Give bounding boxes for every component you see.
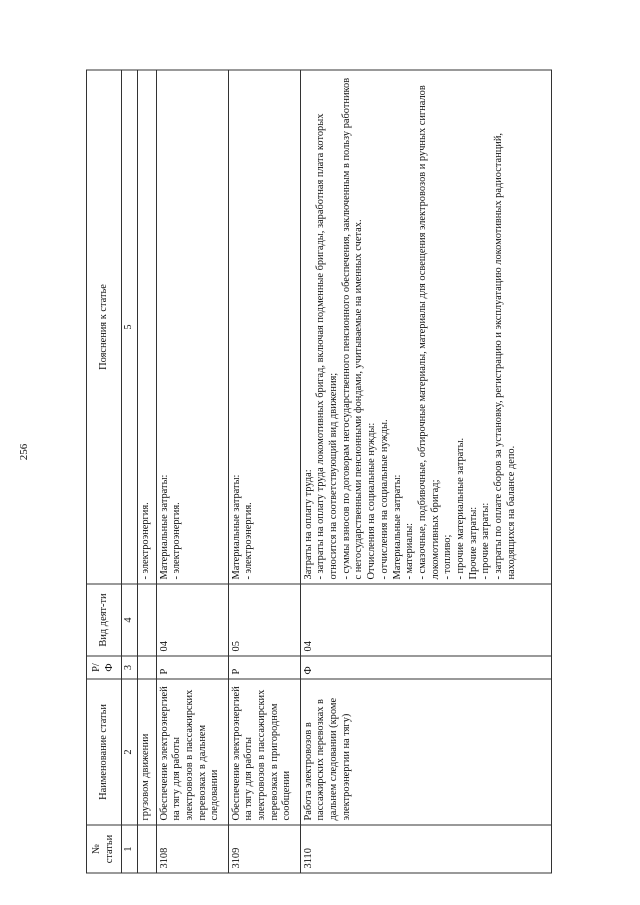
header-vid: Вид деят-ти	[87, 584, 122, 656]
header-name: Наименование статьи	[87, 679, 122, 825]
col-number: 4	[122, 584, 138, 656]
articles-table	[86, 70, 552, 874]
explanation-line: - прочие затраты:	[480, 502, 492, 580]
col-number: 2	[122, 679, 138, 825]
explanation-line: Материальные затраты:	[391, 474, 403, 580]
article-explanation	[228, 70, 300, 584]
article-name: грузовом движении	[137, 679, 156, 825]
article-vid: 04	[300, 584, 551, 656]
table-row	[300, 70, 551, 873]
col-number: 5	[122, 70, 138, 584]
explanation-line: - прочие материальные затраты.	[454, 437, 466, 580]
article-rf: Р	[228, 656, 300, 679]
table-header-row	[87, 70, 122, 873]
page-number: 256	[18, 443, 30, 461]
article-vid: 05	[228, 584, 300, 656]
explanation-line: Прочие затраты:	[467, 506, 479, 580]
table-row	[137, 70, 156, 873]
article-number: 3108	[156, 825, 228, 873]
article-explanation	[156, 70, 228, 584]
article-explanation	[300, 70, 551, 584]
header-expl: Пояснения к статье	[87, 70, 122, 584]
explanation-line: - смазочные, подбивочные, обтирочные материалы, материалы для освещения электровозов и ручных сигналов локомотивных бригад;	[416, 85, 441, 580]
column-number-row	[122, 70, 138, 873]
document-sheet	[86, 71, 552, 874]
explanation-line: - затраты на оплату труда локомотивных бригад, включая подменные бригады, заработная плата которых относится на соответствующий вид движения;	[315, 113, 340, 580]
explanation-line: - электроэнергия.	[139, 502, 151, 580]
table-row	[228, 70, 300, 873]
header-num: № статьи	[87, 825, 122, 873]
article-rf	[137, 656, 156, 679]
explanation-line: Отчисления на социальные нужды:	[366, 422, 378, 580]
explanation-line: - топливо;	[442, 534, 454, 580]
article-name: Работа электровозов в пассажирских перевозках в дальнем следовании (кроме электроэнергии на тягу)	[300, 679, 551, 825]
explanation-line: - электроэнергия.	[171, 502, 183, 580]
article-number	[137, 825, 156, 873]
table-row	[156, 70, 228, 873]
article-vid: 04	[156, 584, 228, 656]
explanation-line: - электроэнергия.	[243, 502, 255, 580]
explanation-line: - отчисления на социальные нужды.	[378, 419, 390, 580]
article-explanation	[137, 70, 156, 584]
explanation-line: Затраты на оплату труда:	[302, 469, 314, 580]
article-number: 3110	[300, 825, 551, 873]
article-vid	[137, 584, 156, 656]
col-number: 1	[122, 825, 138, 873]
explanation-line: - материалы:	[404, 522, 416, 580]
article-number: 3109	[228, 825, 300, 873]
col-number: 3	[122, 656, 138, 679]
article-rf: Р	[156, 656, 228, 679]
article-name: Обеспечение электроэнергией на тягу для работы электровозов в пассажирских перевозках в пригородном сообщении	[228, 679, 300, 825]
header-rf: Р/ Ф	[87, 656, 122, 679]
explanation-line: Материальные затраты:	[158, 474, 170, 580]
article-rf: Ф	[300, 656, 551, 679]
explanation-line: Материальные затраты:	[230, 474, 242, 580]
article-name: Обеспечение электроэнергией на тягу для работы электровозов в пассажирских перевозках в дальнем следовании	[156, 679, 228, 825]
explanation-line: - затраты по оплате сборов за установку, регистрацию и эксплуатацию локомотивных радиостанций, находящихся на балансе депо.	[493, 133, 517, 580]
explanation-line: - суммы взносов по договорам негосударственного пенсионного обеспечения, заключенным в пользу работников с негосударственными пенсионными фондами, учитываемые на именных счетах.	[340, 77, 365, 580]
